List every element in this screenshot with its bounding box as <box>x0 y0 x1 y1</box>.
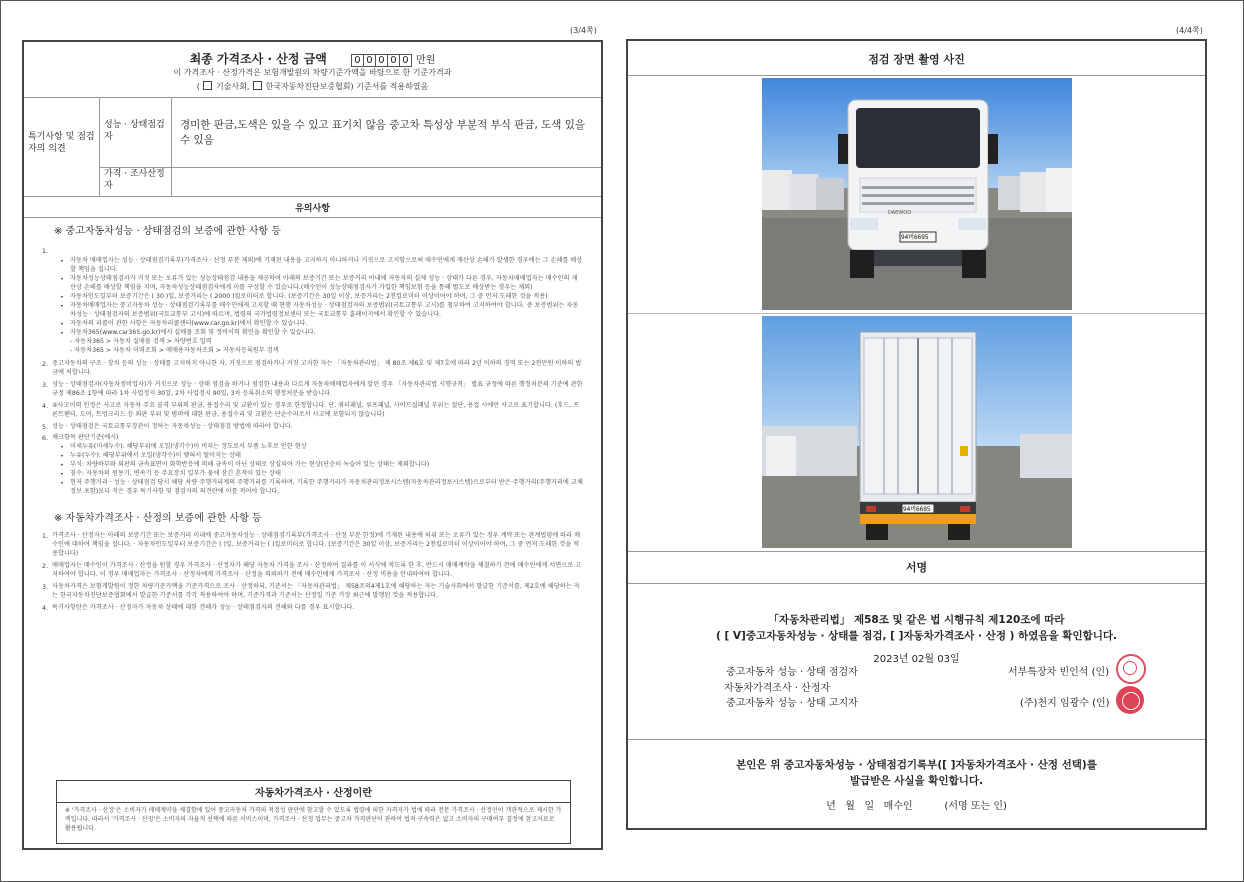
item-number: 4. <box>42 603 49 612</box>
info-box-title: 자동차가격조사 · 산정이란 <box>57 781 570 803</box>
amount-digit: 0 <box>399 54 412 67</box>
item-text: 체크항목 판단기준(예시) <box>52 433 119 441</box>
signer-role-inspector: 중고자동차 성능 · 상태 점검자 <box>726 667 858 678</box>
amount-digit: 0 <box>375 54 388 67</box>
buyer-confirm-1: 본인은 위 중고자동차성능 · 상태점검기록부([ ]자동차가격조사 · 산정 선택)를 <box>736 759 1097 771</box>
amount-digit-boxes <box>351 48 416 67</box>
list-item <box>24 583 601 601</box>
signer-name-inspector: 서부특장차 빈인석 (인) <box>1008 667 1110 678</box>
amount-digit: 0 <box>363 54 376 67</box>
amount-digit: 0 <box>351 54 364 67</box>
list-item <box>24 562 601 580</box>
list-item <box>24 360 601 378</box>
truck-front-photo <box>762 78 1072 310</box>
appraiser-opinion-text <box>172 168 601 196</box>
signer-name-notifier: (주)천지 임광수 (인) <box>1020 698 1110 709</box>
item-number: 4. <box>42 401 49 410</box>
bullet: • 침수: 자동차의 원동기, 변속기 등 주요장치 일부가 물에 잠긴 흔적이 있는 상태 <box>52 470 583 479</box>
bullet: • 자동차365(www.car365.go.kr)에서 실매물 조회 및 정비이력 확인을 확인할 수 있습니다. <box>52 329 583 338</box>
front-brand-badge: DAEWOO <box>888 210 912 216</box>
list-item <box>24 381 601 399</box>
list-item <box>24 402 601 420</box>
item-text: 성능 · 상태점검은 국토교통부장관이 정하는 자동차성능 · 상태점검 방법에 따라야 합니다. <box>52 422 293 430</box>
signature-section <box>628 584 1205 740</box>
inspector-label: 성능 · 상태점검자 <box>100 98 172 168</box>
notes-title-row <box>24 197 601 218</box>
list-item <box>24 247 601 356</box>
law-statement-2: ( [ V]중고자동차성능 · 상태를 점검, [ ]자동차가격조사 · 산정 ) 하였음을 확인합니다. <box>715 630 1118 642</box>
opinion-label: 특기사항 및 점검자의 의견 <box>24 98 100 196</box>
buyer-confirm-2: 발급받은 사실을 확인합니다. <box>849 775 983 787</box>
list-item <box>24 434 601 497</box>
bullet: • 자동차의 리콜이 관한 사항은 자동차리콜센터(www.car.go.kr)에서 확인할 수 있습니다. <box>52 320 583 329</box>
sub-item: - 자동차365 > 자동차 실매물 검색 > 차량번호 입력 <box>70 337 212 345</box>
item-number: 1. <box>42 531 49 540</box>
signer-role-notifier: 중고자동차 성능 · 상태 고지자 <box>726 698 858 709</box>
bullet: • 자동차인도일부터 보증기간은 ( 30 )일, 보증거리는 ( 2000 )킬로미터로 합니다. (보증기간은 30일 이상, 보증거리는 2천킬로미터 이상이어야 하며, 그 중 먼저 도래한 것을 적용) <box>52 293 583 302</box>
amount-unit: 만원 <box>416 55 436 66</box>
inspection-record-page-3 <box>22 40 603 850</box>
bullet: • 누유(누수): 해당부위에서 오일(냉각수)이 맺혀서 떨어지는 상태 <box>52 452 583 461</box>
item-text: 매매업자는 매수인이 가격조사 · 산정을 원할 경우 가격조사 · 산정자가 해당 자동차 가격을 조사 · 산정하여 결과를 이 서식에 적도록 한 후, 반드시 매매계약을 체결하기 전에 매수인에게 서면으로 고지하여야 합니다. 이 경우 매매업자는 가격조사 · 산정자에게 가격조사 · 산정을 의뢰하기 전에 매수인에게 가격조사 · 산정 비용을 안내하여야 합니다. <box>52 561 582 578</box>
header-line-3 <box>24 81 601 92</box>
item-number: 2. <box>42 359 49 368</box>
item-text: 중고자동차의 구조 · 장치 등의 성능 · 상태를 고지하지 아니한 자, 거짓으로 점검하거나 거짓 고지한 자는 「자동차관리법」 제 80조 제6호 및 제7호에 따라 2년 이하의 징역 또는 2천만원 이하의 벌금에 처합니다. <box>52 359 582 376</box>
item-text: ②사고이력 인정은 사고로 자동차 주요 골격 부위의 판금, 용접수리 및 교환이 있는 경우로 한정합니다. 단, 쿼터패널, 루프패널, 사이드실패널 부위는 절단, 용접 시에만 사고로 표기합니다. (후드, 프론트펜더, 도어, 트렁크리드 등 외판 부위 및 범퍼에 대한 판금, 용접수리 및 교환은 단순수리로서 사고에 포함되지 않습니다) <box>52 401 580 418</box>
bullet: • 부식: 차량하부와 외판의 금속표면이 화학반응에 의해 금속이 아닌 상태로 상실되어 가는 현상(단순히 녹슬어 있는 상태는 제외합니다) <box>52 461 583 470</box>
item-text: 가격조사 · 산정자는 아래의 보증기간 또는 보증거리 이내에 중고자동차성능 · 상태점검기록부(가격조사 · 산정 부분 한정)에 기재된 내용에 허위 또는 오류가 있는 경우 계약 또는 관계법령에 따라 매수인에 대하여 책임을 집니다. · 자동차인도일부터 보증기간은 ( )일, 보증거리는 ( )킬로미터로 합니다. (보증기간은 30일 이상, 보증거리는 2천킬로미터 이상이어야 하며, 그 중 먼저 도래한 것을 적용합니다) <box>52 531 581 557</box>
bullet: • 자동차 매매업자는 성능 · 상태점검기록부(가격조사 · 산정 부분 제외)에 기재된 내용을 고지하지 아니하거나 거짓으로 고지함으로써 매수인에게 재산상 손해가 발생한 경우에는 그 손해를 배상할 책임을 집니다. <box>52 257 583 275</box>
notifier-seal-stamp <box>1116 686 1144 714</box>
sign-date: 2023년 02월 03일 <box>873 654 960 665</box>
option-technician-society: 기술사회, <box>215 82 250 91</box>
item-number: 5. <box>42 422 49 431</box>
bullet: • 미세누유(미세누수): 해당부위에 오일(냉각수)이 비치는 정도로서 부품 노후로 인한 현상 <box>52 443 583 452</box>
signer-role-appraiser: 자동차가격조사 · 산정자 <box>724 683 831 694</box>
section1-list <box>24 247 601 497</box>
notes-title: 유의사항 <box>295 204 330 214</box>
final-price-header <box>24 42 601 98</box>
section1-heading: ※ 중고자동차성능 · 상태점검의 보증에 관한 사항 등 <box>54 226 282 237</box>
item-number: 3. <box>42 380 49 389</box>
truck-rear-photo <box>762 316 1072 548</box>
list-item <box>24 532 601 559</box>
bullet: • 자동차매매업자는 중고자동차 성능 · 상태점검기록부를 매수인에게 고지할 때 현행 자동차성능 · 상태점검자의 보증범위(국토교통부 고시)를 첨부하여 고지하여야 합니다. 중 보증범위는 자동차성능 · 상태점검자의 보증범위(국토교통부 고시)에 따르며, 법령의 국가법령정보센터 또는 국토교통부 홈페이지에서 확인할 수 있습니다. <box>52 302 583 320</box>
opinion-section <box>24 98 601 197</box>
notes-body <box>24 222 601 612</box>
list-item <box>24 423 601 432</box>
buyer-signature-line[interactable]: 년 월 일 매수인 (서명 또는 인) <box>826 801 1007 812</box>
appraiser-label: 가격 · 조사산정자 <box>100 168 172 196</box>
section2-list <box>24 532 601 613</box>
price-appraisal-info-box <box>56 780 571 844</box>
checkbox-technician-society[interactable] <box>203 81 212 90</box>
list-item <box>24 604 601 613</box>
item-text: 성능 · 상태점검자(자동차정비업자)가 거짓으로 성능 · 상태 점검을 하거나 점검한 내용과 다르게 자동차매매업자에게 알린 경우 「자동차관리법 시행규칙」 별표 규정에 따른 행정처분의 기준에 관한 규정 제86조 1항에 따라 1차 사업정지 30일, 2차 사업정지 90일, 3차 등록취소의 행정처분을 받습니다. <box>52 380 583 397</box>
front-plate: 94버6695 <box>901 234 929 241</box>
signature-title-row <box>628 551 1205 584</box>
info-box-text: ※ '가격조사 · 산정'은 소비자가 매매계약을 체결함에 있어 중고자동차 가격의 적정성 판단에 참고할 수 있도록 법령에 의한 자격자가 법에 따라 전문 가격조사 · 산정인이 객관적으로 제시한 가액입니다. 따라서 '가격조사 · 산정'은 소비자의 자율적 선택에 따른 서비스이며, 가격조사 · 산정 업무는 중고차 가격판단이 관하여 법적 구속력은 없고 소비자의 구매여부 결정에 참고자료로 활용됩니다. <box>65 807 562 832</box>
amount-digit: 0 <box>387 54 400 67</box>
law-statement-1: 「자동차관리법」 제58조 및 같은 법 시행규칙 제120조에 따라 <box>768 614 1065 626</box>
page-number-left: (3/4쪽) <box>570 26 597 35</box>
signature-title: 서명 <box>905 561 928 574</box>
header-line-2: 이 가격조사 · 산정가격은 보험개발원의 차량기준가액을 바탕으로 한 기준가격과 <box>173 68 452 77</box>
page-number-right: (4/4쪽) <box>1176 26 1203 35</box>
item-text: 특기사항란은 가격조사 · 산정자가 자동차 상태에 대한 견해가 성능 · 상태점검자의 견해와 다를 경우 표시합니다. <box>52 603 355 611</box>
paren-open: ( <box>196 82 200 91</box>
item-number: 2. <box>42 561 49 570</box>
item-number: 6. <box>42 433 49 442</box>
checkbox-kadiga[interactable] <box>253 81 262 90</box>
item-number: 1. <box>42 247 49 255</box>
rear-plate: 94버6695 <box>903 506 931 513</box>
item-text: 자동차가격은 보험개발원이 정한 차량기준가액을 기준가격으로 조사 · 산정하되, 기준서는 「자동차관리법」 제58조의4제1호에 해당하는 자는 기술사회에서 발급한 기준서를, 제2호에 해당하는 자는 한국자동차진단보증협회에서 발급한 기준서를 각각 적용하여야 하며, 기준가격과 기준서는 산정일 기준 가장 최근에 발행된 것을 적용합니다. <box>52 582 580 599</box>
bullet: • 자동차성능상태점검자가 거짓 또는 오류가 있는 성능상태점검 내용을 제공하여 아래의 보증기간 또는 보증거리 이내에 자동차의 실제 성능 · 상태가 다른 경우, 자동차매매업자는 매수인의 재산상 손해를 배상할 책임을 지며, 자동차성능상태점검자에게 이를 구상할 수 있습니다.(매수인이 성능상태점검자가 가입한 책임보험 등을 통해 별도로 배상받는 경우는 제외) <box>52 275 583 293</box>
photo-divider <box>628 313 1205 314</box>
inspector-seal-stamp <box>1116 654 1146 684</box>
option-kadiga: 한국자동차진단보증협회) 기준서를 적용하였음 <box>265 82 429 91</box>
sub-item: - 자동차365 > 자동차 이력조회 > 매매용자동차조회 > 자동차등록원부 검색 <box>70 346 279 354</box>
photos-title-row <box>628 41 1205 76</box>
bullet: • 현저 주행거리 · 성능 · 상태점검 당시 해당 차량 주행거리계의 주행거리를 기록하며, 기록한 주행거리가 자동차관리정보시스템(자동차관리정보시스템)으로부터 받은 주행거리(주행거리에 교체 정보 포함)보다 작은 경우 특기사항 및 점검자의 의견란에 이를 적어야 합니다. <box>52 479 583 497</box>
final-price-title: 최종 가격조사 · 산정 금액 <box>189 52 327 66</box>
photos-title: 점검 장면 촬영 사진 <box>868 53 965 66</box>
inspector-opinion-text: 경미한 판금,도색은 있을 수 있고 표기치 않음 중고차 특성상 부분적 부식 판금, 도색 있을 수 있음 <box>172 98 601 168</box>
inspection-record-page-4 <box>626 39 1207 830</box>
section2-heading: ※ 자동차가격조사 · 산정의 보증에 관한 사항 등 <box>54 512 262 524</box>
item-number: 3. <box>42 582 49 591</box>
